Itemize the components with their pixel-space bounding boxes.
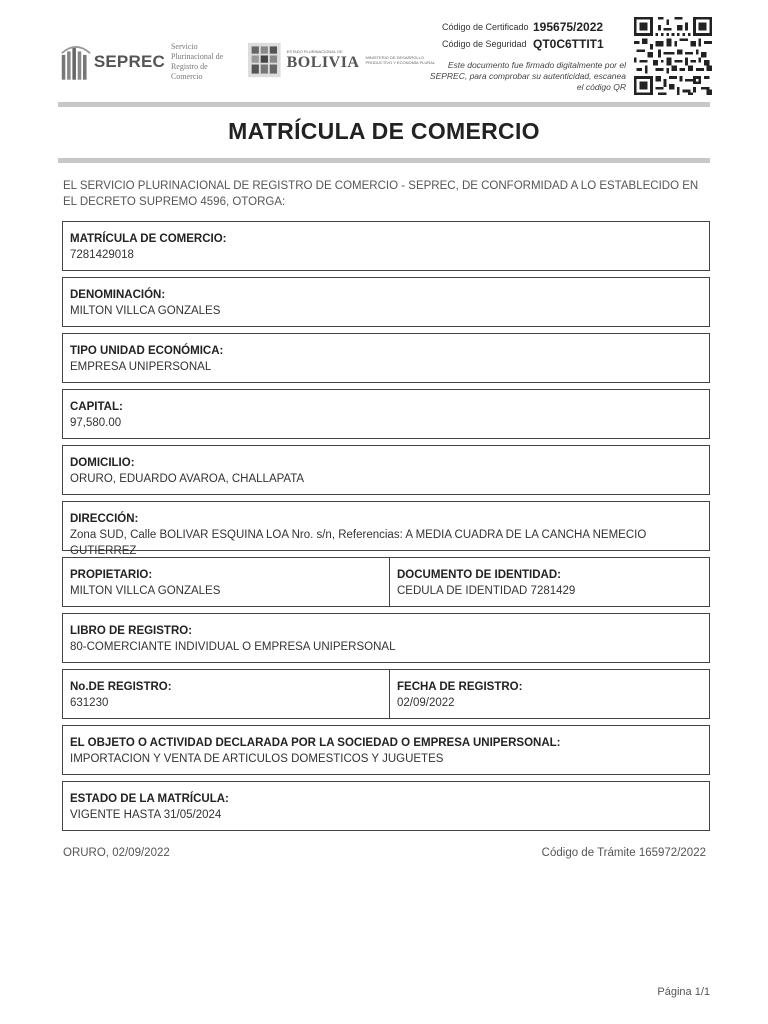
field-label: EL OBJETO O ACTIVIDAD DECLARADA POR LA SOCIEDAD O EMPRESA UNIPERSONAL: — [70, 737, 561, 749]
seprec-logo-icon — [60, 40, 92, 84]
field-value: CEDULA DE IDENTIDAD 7281429 — [397, 585, 576, 597]
page-number: Página 1/1 — [657, 986, 710, 998]
field-label: MATRÍCULA DE COMERCIO: — [70, 233, 227, 245]
field-libro — [62, 613, 710, 663]
field-label: TIPO UNIDAD ECONÓMICA: — [70, 345, 224, 357]
field-value: 97,580.00 — [70, 417, 122, 429]
security-code: QT0C6TTIT1 — [533, 37, 604, 51]
field-label: FECHA DE REGISTRO: — [397, 681, 523, 693]
field-denominacion — [62, 277, 710, 327]
qr-code-icon[interactable] — [634, 16, 712, 96]
intro-text: EL SERVICIO PLURINACIONAL DE REGISTRO DE COMERCIO - SEPREC, DE CONFORMIDAD A LO ESTABLECIDO EN EL DECRETO SUPREMO 4596, OTORGA: — [63, 180, 699, 208]
seprec-full-name: Servicio Plurinacional de Registro de Comercio — [170, 42, 224, 81]
field-value: 631230 — [70, 697, 109, 709]
field-estado — [62, 781, 710, 831]
field-value: ORURO, EDUARDO AVAROA, CHALLAPATA — [70, 473, 305, 485]
field-value: Zona SUD, Calle BOLIVAR ESQUINA LOA Nro. s/n, Referencias: A MEDIA CUADRA DE LA CANCHA NEMECIO GUTIERREZ — [70, 529, 647, 557]
ministry-name: MINISTERIO DE DESARROLLO PRODUCTIVO Y ECONOMÍA PLURAL — [365, 55, 436, 65]
field-domicilio — [62, 445, 710, 495]
bolivia-name: BOLIVIA — [286, 53, 360, 71]
field-value: 80-COMERCIANTE INDIVIDUAL O EMPRESA UNIPERSONAL — [70, 641, 396, 653]
field-objeto — [62, 725, 710, 775]
field-value: 7281429018 — [70, 249, 134, 261]
field-value: MILTON VILLCA GONZALES — [70, 305, 221, 317]
digital-signature-note: Este documento fue firmado digitalmente por el SEPREC, para comprobar su autenticidad, escanea el código QR — [429, 60, 626, 92]
field-label: DOMICILIO: — [70, 457, 135, 469]
field-value: 02/09/2022 — [397, 697, 455, 709]
field-propietario-documento — [62, 557, 710, 607]
field-value: EMPRESA UNIPERSONAL — [70, 361, 212, 373]
field-label: CAPITAL: — [70, 401, 123, 413]
field-direccion — [62, 501, 710, 557]
place-date: ORURO, 02/09/2022 — [63, 847, 170, 859]
field-capital — [62, 389, 710, 439]
tramite-code: Código de Trámite 165972/2022 — [541, 847, 706, 859]
field-value: MILTON VILLCA GONZALES — [70, 585, 221, 597]
field-label: DENOMINACIÓN: — [70, 289, 166, 301]
security-code-label: Código de Seguridad — [442, 39, 527, 49]
field-label: ESTADO DE LA MATRÍCULA: — [70, 793, 229, 805]
field-matricula — [62, 221, 710, 271]
field-registro — [62, 669, 710, 719]
bolivia-logo — [248, 40, 438, 80]
header-rule — [58, 102, 710, 107]
field-value: IMPORTACION Y VENTA DE ARTICULOS DOMESTICOS Y JUGUETES — [70, 753, 444, 765]
certificate-code-label: Código de Certificado — [442, 22, 529, 32]
seprec-brand: SEPREC — [93, 52, 165, 71]
certificate-code: 195675/2022 — [533, 20, 604, 34]
field-value: VIGENTE HASTA 31/05/2024 — [70, 809, 222, 821]
bolivia-state-label: ESTADO PLURINACIONAL DE — [286, 48, 343, 54]
field-label: LIBRO DE REGISTRO: — [70, 625, 193, 637]
field-label: PROPIETARIO: — [70, 569, 153, 581]
seprec-logo — [60, 38, 240, 86]
field-label: DOCUMENTO DE IDENTIDAD: — [397, 569, 561, 581]
bolivia-emblem-icon — [248, 41, 281, 79]
field-label: DIRECCIÓN: — [70, 513, 139, 525]
title-rule — [58, 158, 710, 163]
field-label: No.DE REGISTRO: — [70, 681, 172, 693]
page-title: MATRÍCULA DE COMERCIO — [228, 118, 540, 144]
field-tipo-unidad — [62, 333, 710, 383]
